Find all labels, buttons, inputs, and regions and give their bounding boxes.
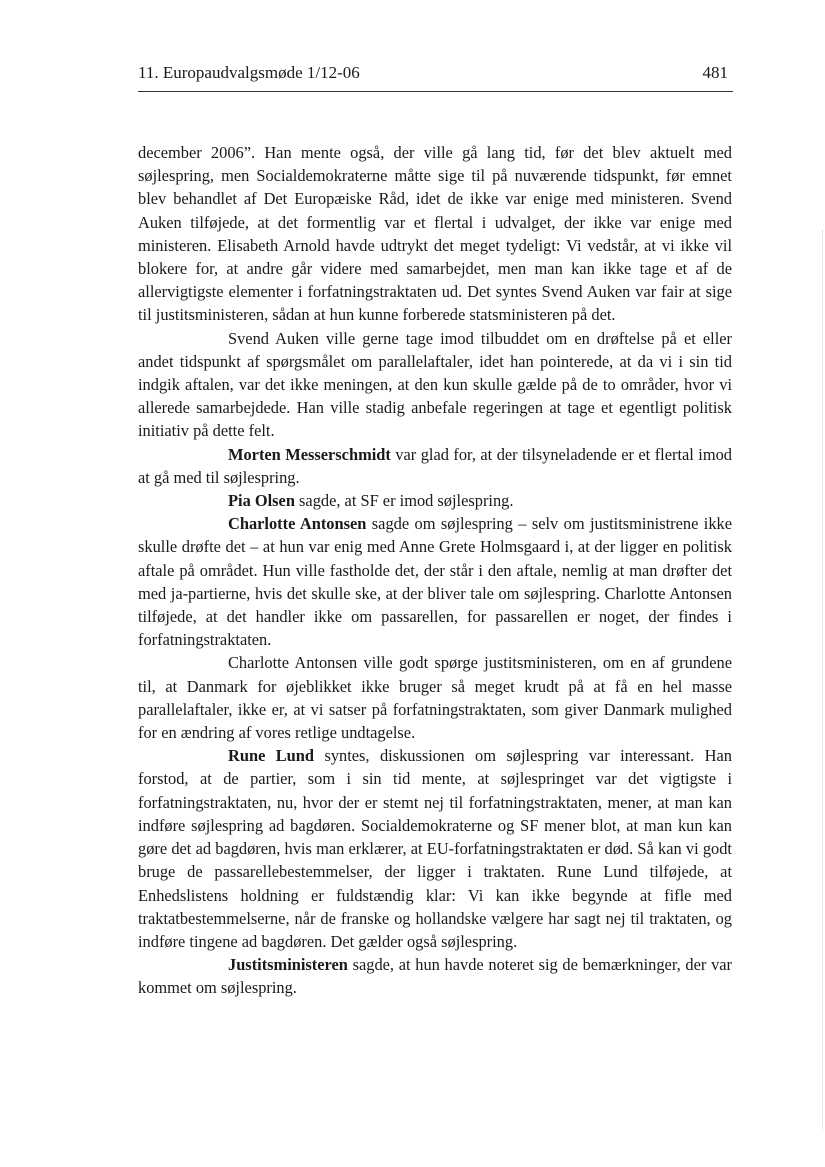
paragraph-text: var glad for, at der tilsyneladende er et flertal imod at gå med til søjlespring. (138, 444, 732, 487)
running-header (138, 60, 732, 86)
paragraph-text: sagde, at hun havde noteret sig de bemærkninger, der var kommet om søjlespring. (138, 955, 732, 998)
paragraph (138, 327, 732, 443)
speaker-name: Charlotte Antonsen (228, 514, 367, 534)
page-number: 481 (702, 63, 728, 82)
paragraph (138, 953, 732, 999)
paragraph (138, 489, 732, 512)
paragraph (138, 651, 732, 744)
paragraph-text: Svend Auken ville gerne tage imod tilbuddet om en drøftelse på et eller andet tidspunkt af spørgsmålet om parallelaftaler, idet han pointerede, at da vi i sin tid indgik aftalen, var det ikke meningen, at den kun skulle gælde på de to områder, hvor vi allerede samarbejdede. Han ville stadig anbefale regeringen at tage et egentligt politisk initiativ på dette felt. (138, 328, 732, 441)
paragraph-text: december 2006”. Han mente også, der ville gå lang tid, før det blev aktuelt med søjlespring, men Socialdemokraterne måtte sige til på nuværende tidspunkt, før emnet blev behandlet af Det Europæiske Råd, idet de ikke var enige med ministeren. Svend Auken tilføjede, at det formentlig var et flertal i udvalget, der ikke var enige med ministeren. Elisabeth Arnold havde udtrykt det meget tydeligt: Vi vedstår, at vi ikke vil blokere for, at andre går videre med samarbejdet, men man kan ikke tage et af de allervigtigste elementer i forfatningstraktaten ud. Det syntes Svend Auken var fair at sige til justitsministeren, sådan at hun kunne forberede statsministeren på det. (138, 143, 732, 325)
body-text (138, 141, 732, 1000)
header-rule (138, 91, 733, 92)
header-title: 11. Europaudvalgsmøde 1/12-06 (138, 63, 360, 82)
speaker-name: Justitsministeren (228, 955, 348, 975)
paragraph-text: Charlotte Antonsen ville godt spørge justitsministeren, om en af grundene til, at Danmark for øjeblikket ikke bruger så meget krudt på at få en hel masse parallelaftaler, ikke er, at vi satser på forfatningstraktaten, som giver Danmark mulighed for en ændring af vores retlige undtagelse. (138, 653, 732, 743)
paragraph (138, 141, 732, 327)
paragraph-text: sagde, at SF er imod søjlespring. (294, 491, 514, 511)
paragraph (138, 512, 732, 651)
paragraph (138, 443, 732, 489)
paragraph-text: syntes, diskussionen om søjlespring var interessant. Han forstod, at de partier, som i sin tid mente, at søjlespringet var det vigtigste i forfatningstraktaten, nu, hvor der er stemt nej til forfatningstraktaten, mener, at man kan indføre søjlespring ad bagdøren. Socialdemokraterne og SF mener blot, at man kun kan gøre det ad bagdøren, hvis man erklærer, at EU-forfatningstraktaten er død. Så kan vi godt bruge de passarellebestemmelser, der ligger i traktaten. Rune Lund tilføjede, at Enhedslistens holdning er fuldstændig klar: Vi kan ikke begynde at fifle med traktatbestemmelserne, når de franske og hollandske vælgere har sagt nej til traktaten, og indføre tingene ad bagdøren. Det gælder også søjlespring. (138, 746, 732, 951)
speaker-name: Pia Olsen (228, 491, 295, 511)
paragraph (138, 744, 732, 953)
scan-edge-artifact (820, 230, 823, 1130)
speaker-name: Morten Messerschmidt (228, 444, 391, 464)
paragraph-text: sagde om søjlespring – selv om justitsministrene ikke skulle drøfte det – at hun var enig med Anne Grete Holmsgaard i, at der ligger en politisk aftale på området. Hun ville fastholde det, der står i den aftale, nemlig at man drøfter det med ja-partierne, hvis det skulle ske, at der bliver tale om søjlespring. Charlotte Antonsen tilføjede, at det handler ikke om passarellen, for passarellen er noget, der findes i forfatningstraktaten. (138, 514, 732, 650)
speaker-name: Rune Lund (228, 746, 315, 766)
